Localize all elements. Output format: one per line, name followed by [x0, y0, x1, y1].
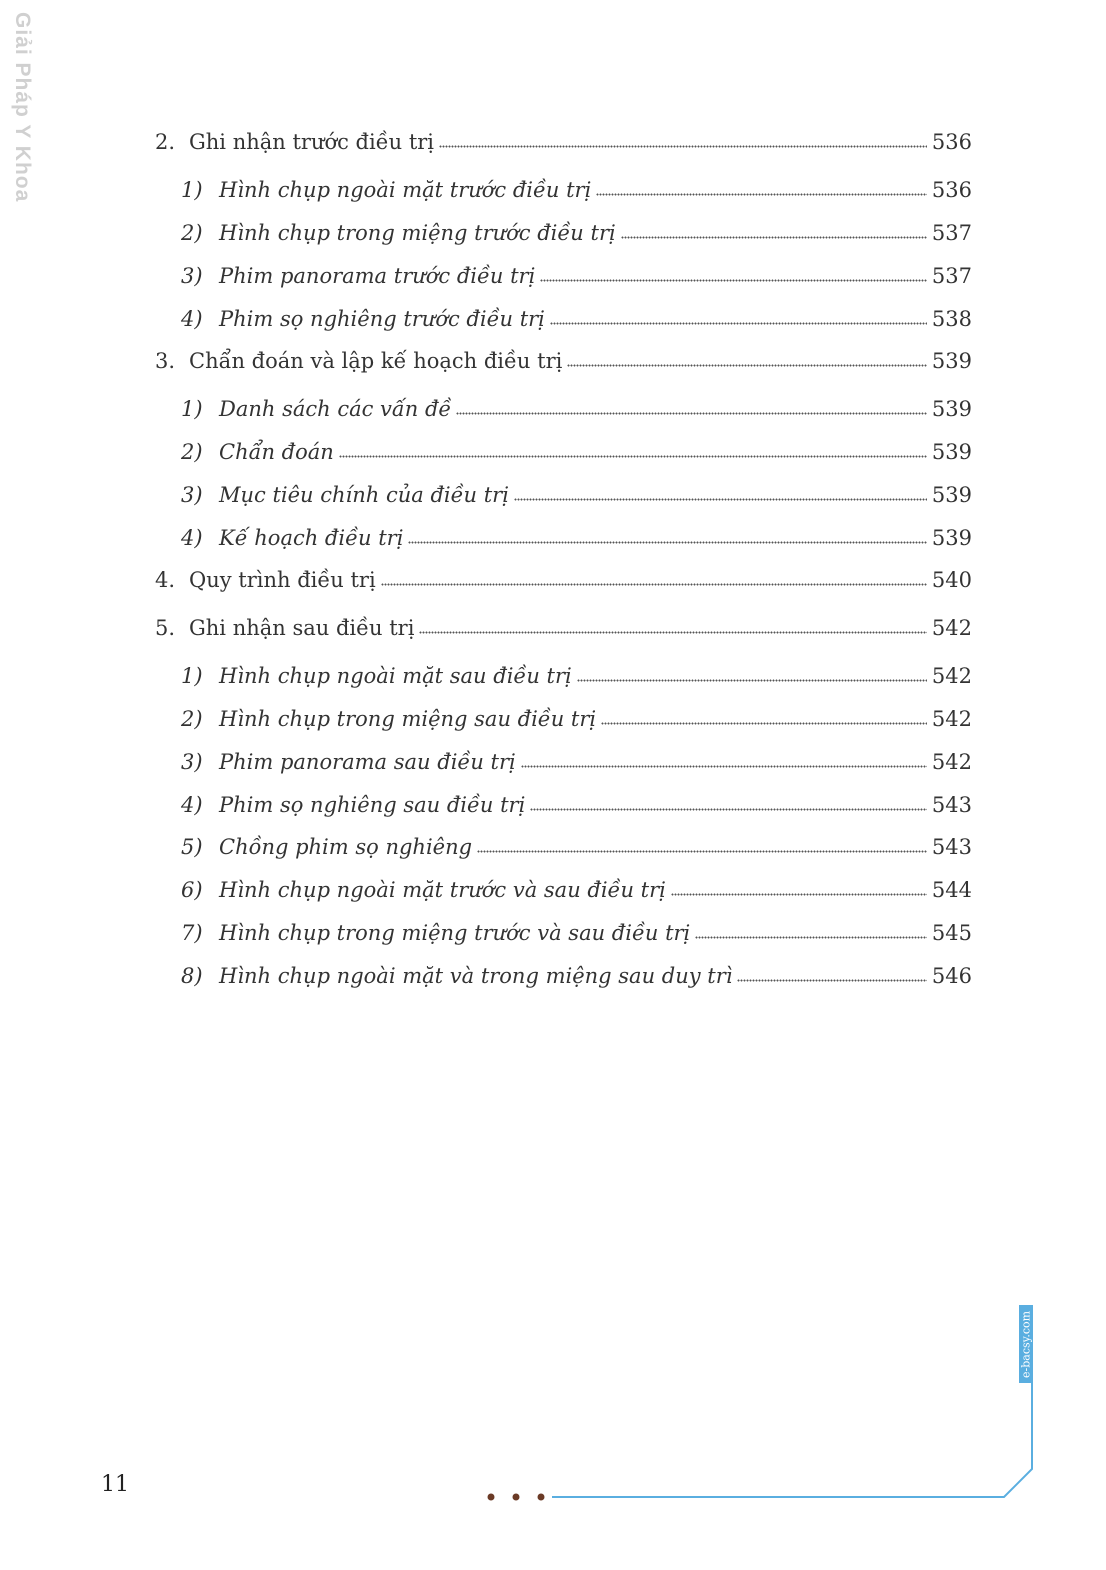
toc-entry-title: Quy trình điều trị [189, 568, 376, 592]
toc-entry-title: Hình chụp trong miệng sau điều trị [219, 707, 597, 731]
toc-entry-page: 542 [931, 616, 972, 640]
toc-entry-title: Hình chụp trong miệng trước điều trị [219, 221, 616, 245]
toc-entry-title: Ghi nhận sau điều trị [189, 616, 415, 640]
toc-entry-number: 3. [155, 349, 176, 373]
toc-entry-page: 545 [931, 921, 972, 945]
toc-entry-page: 539 [931, 483, 972, 507]
toc-entry-page: 542 [931, 750, 972, 774]
toc-entry-title: Kế hoạch điều trị [219, 526, 404, 550]
toc-entry-page: 537 [931, 221, 972, 245]
toc-entry-page: 544 [931, 878, 972, 902]
toc-entry-number: 4) [181, 526, 203, 550]
side-brand-watermark: Giải Pháp Y Khoa [11, 12, 34, 203]
toc-entry-page: 539 [931, 397, 972, 421]
page-number: 11 [101, 1472, 129, 1497]
toc-entry-title: Phim panorama trước điều trị [219, 264, 536, 288]
toc-entry-page: 543 [931, 835, 972, 859]
toc-entry-title: Hình chụp ngoài mặt trước điều trị [219, 178, 592, 202]
toc-entry-number: 2) [181, 440, 203, 464]
toc-entry-page: 537 [931, 264, 972, 288]
toc-entry-page: 546 [931, 964, 972, 988]
toc-entry-number: 4) [181, 793, 203, 817]
toc-entry-number: 2) [181, 221, 203, 245]
toc-entry-number: 7) [181, 921, 203, 945]
toc-entry-page: 539 [931, 440, 972, 464]
toc-entry-number: 4) [181, 307, 203, 331]
toc-entry-title: Ghi nhận trước điều trị [189, 130, 435, 154]
website-tag[interactable]: e-bacsy.com [1019, 1305, 1033, 1383]
toc-entry-number: 6) [181, 878, 203, 902]
toc-entry-title: Hình chụp ngoài mặt trước và sau điều trị [219, 878, 666, 902]
toc-entry-page: 542 [931, 707, 972, 731]
toc-entry-number: 3) [181, 264, 203, 288]
toc-entry-title: Phim sọ nghiêng sau điều trị [219, 793, 526, 817]
toc-entry-number: 1) [181, 664, 203, 688]
toc-entry-number: 5. [155, 616, 176, 640]
toc-entry-page: 542 [931, 664, 972, 688]
toc-entry-number: 3) [181, 750, 203, 774]
footer-dot-2 [513, 1494, 520, 1501]
toc-entry-title: Chồng phim sọ nghiêng [219, 835, 473, 859]
toc-entry-page: 539 [931, 526, 972, 550]
toc-entry-page: 539 [931, 349, 972, 373]
toc-entry-title: Hình chụp trong miệng trước và sau điều trị [219, 921, 691, 945]
toc-entry-page: 536 [931, 178, 972, 202]
toc-entry-number: 3) [181, 483, 203, 507]
toc-entry-title: Chẩn đoán [219, 440, 334, 464]
footer-accent-line [552, 1310, 1032, 1497]
toc-entry-number: 8) [181, 964, 203, 988]
toc-entry-number: 2. [155, 130, 176, 154]
toc-entry-page: 540 [931, 568, 972, 592]
toc-entry-title: Mục tiêu chính của điều trị [219, 483, 509, 507]
toc-entry-page: 543 [931, 793, 972, 817]
toc-entry-page: 538 [931, 307, 972, 331]
toc-entry-title: Hình chụp ngoài mặt sau điều trị [219, 664, 572, 688]
toc-entry-number: 1) [181, 397, 203, 421]
toc-entry-title: Phim sọ nghiêng trước điều trị [219, 307, 545, 331]
toc-entry-number: 2) [181, 707, 203, 731]
toc-entry-title: Phim panorama sau điều trị [219, 750, 516, 774]
toc-entry-page: 536 [931, 130, 972, 154]
toc-entry-number: 4. [155, 568, 176, 592]
toc-entry-title: Danh sách các vấn đề [219, 397, 452, 421]
toc-entry-number: 5) [181, 835, 203, 859]
toc-entry-number: 1) [181, 178, 203, 202]
footer-dot-1 [488, 1494, 495, 1501]
toc-entry-title: Chẩn đoán và lập kế hoạch điều trị [189, 349, 563, 373]
toc-entry-title: Hình chụp ngoài mặt và trong miệng sau duy trì [219, 964, 733, 988]
footer-dot-3 [538, 1494, 545, 1501]
